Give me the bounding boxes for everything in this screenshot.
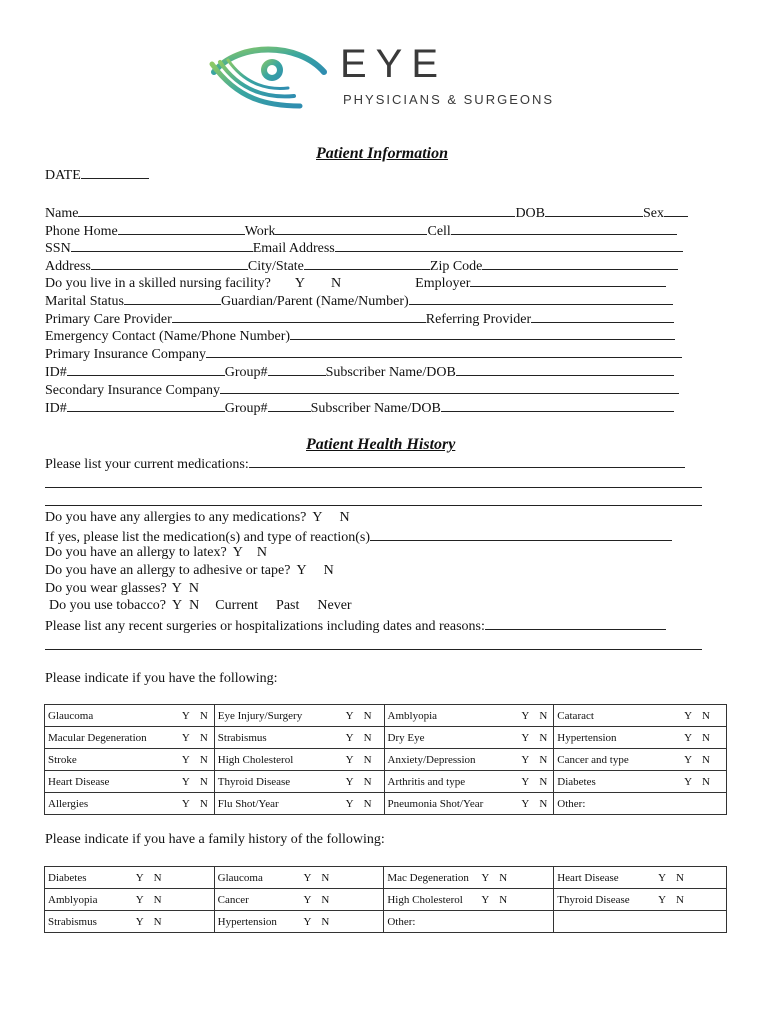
emergency-line xyxy=(45,327,675,345)
condition-yn xyxy=(684,710,710,722)
condition-cell xyxy=(214,771,384,793)
family-yn xyxy=(658,894,684,906)
no-option[interactable]: N xyxy=(199,731,208,744)
condition-label-eye-injury-surgery: Eye Injury/Surgery xyxy=(217,709,303,722)
address-line xyxy=(45,257,678,275)
family-label-heart-disease: Heart Disease xyxy=(557,871,619,884)
city-state-field[interactable] xyxy=(304,257,430,270)
condition-yn xyxy=(182,710,208,722)
no-option[interactable]: N xyxy=(499,871,508,884)
latex-yes[interactable]: Y xyxy=(232,545,243,560)
condition-cell xyxy=(45,727,215,749)
family-cell xyxy=(214,867,384,889)
condition-cell xyxy=(384,727,554,749)
referring-field[interactable] xyxy=(531,310,674,323)
reactions-field[interactable] xyxy=(370,528,672,541)
condition-cell xyxy=(384,705,554,727)
family-table xyxy=(44,866,727,933)
phone-line xyxy=(45,222,677,240)
yes-option[interactable]: Y xyxy=(181,797,190,810)
condition-cell xyxy=(554,727,727,749)
work-field[interactable] xyxy=(275,222,427,235)
no-option[interactable]: N xyxy=(676,871,684,884)
conditions-table xyxy=(44,704,727,815)
yes-option[interactable]: Y xyxy=(181,753,190,766)
condition-row xyxy=(45,793,727,815)
marital-line xyxy=(45,292,673,310)
glasses-yes[interactable]: Y xyxy=(171,581,182,596)
family-yn xyxy=(481,894,507,906)
family-label-high-cholesterol: High Cholesterol xyxy=(387,893,463,906)
family-yn xyxy=(658,872,684,884)
yes-option[interactable]: Y xyxy=(684,709,693,722)
condition-label-allergies: Allergies xyxy=(48,797,89,810)
no-option[interactable]: N xyxy=(199,797,208,810)
condition-row xyxy=(45,705,727,727)
nursing-line xyxy=(45,274,666,292)
family-row xyxy=(45,889,727,911)
family-yn xyxy=(303,872,329,884)
yes-option[interactable]: Y xyxy=(303,893,312,906)
yes-option[interactable]: Y xyxy=(303,871,312,884)
condition-label-heart-disease: Heart Disease xyxy=(48,775,110,788)
condition-yn xyxy=(182,732,208,744)
employer-label: Employer xyxy=(415,276,471,291)
reactions-label: If yes, please list the medication(s) and type of reaction(s) xyxy=(45,530,370,545)
history-title: Patient Health History xyxy=(306,436,456,453)
yes-option[interactable]: Y xyxy=(345,797,354,810)
condition-label-arthritis-and-type: Arthritis and type xyxy=(387,775,466,788)
primary-id-label: ID# xyxy=(45,365,67,380)
condition-yn xyxy=(521,776,547,788)
family-cell xyxy=(214,911,384,933)
ssn-line xyxy=(45,239,683,257)
logo xyxy=(208,40,553,110)
zip-label: Zip Code xyxy=(429,259,483,274)
secondary-ins-field[interactable] xyxy=(220,381,679,394)
logo-brand: EYE xyxy=(340,42,448,86)
yes-option[interactable]: Y xyxy=(521,731,530,744)
work-label: Work xyxy=(244,224,276,239)
no-option[interactable]: N xyxy=(363,797,372,810)
family-label-amblyopia: Amblyopia xyxy=(48,893,98,906)
condition-label-high-cholesterol: High Cholesterol xyxy=(217,753,294,766)
no-option[interactable]: N xyxy=(539,709,548,722)
condition-yn xyxy=(346,754,372,766)
condition-yn xyxy=(346,798,372,810)
allergies-meds-question: Do you have any allergies to any medications? xyxy=(45,510,307,525)
condition-cell xyxy=(45,793,215,815)
family-yn xyxy=(136,872,162,884)
condition-cell xyxy=(45,771,215,793)
condition-yn xyxy=(521,732,547,744)
tobacco-yes[interactable]: Y xyxy=(172,598,183,613)
condition-cell xyxy=(214,793,384,815)
email-label: Email Address xyxy=(252,241,335,256)
adhesive-question: Do you have an allergy to adhesive or tape? xyxy=(45,563,291,578)
family-cell xyxy=(554,911,727,933)
family-label-cancer: Cancer xyxy=(217,893,249,906)
tobacco-no[interactable]: N xyxy=(189,598,200,613)
medications-label: Please list your current medications: xyxy=(45,457,249,472)
date-line xyxy=(45,166,149,184)
emergency-label: Emergency Contact (Name/Phone Number) xyxy=(45,329,291,344)
employer-field[interactable] xyxy=(470,274,666,287)
condition-cell xyxy=(554,771,727,793)
address-label: Address xyxy=(45,259,91,274)
sex-label: Sex xyxy=(643,206,664,221)
condition-cell xyxy=(384,749,554,771)
condition-cell xyxy=(384,793,554,815)
condition-row xyxy=(45,771,727,793)
surgeries-label: Please list any recent surgeries or hospitalizations including dates and reasons: xyxy=(45,619,485,634)
condition-label-diabetes: Diabetes xyxy=(557,775,596,788)
family-label-hypertension: Hypertension xyxy=(217,915,277,928)
marital-field[interactable] xyxy=(124,292,221,305)
tobacco-current[interactable]: Current xyxy=(215,598,259,613)
condition-cell xyxy=(45,705,215,727)
allergies-meds-no[interactable]: N xyxy=(339,510,350,525)
no-option[interactable]: N xyxy=(363,731,372,744)
yes-option[interactable]: Y xyxy=(481,893,490,906)
no-option[interactable]: N xyxy=(199,775,208,788)
no-option[interactable]: N xyxy=(702,753,710,766)
yes-option[interactable]: Y xyxy=(684,753,693,766)
condition-yn xyxy=(182,776,208,788)
condition-label-flu-shot-year: Flu Shot/Year xyxy=(217,797,279,810)
referring-label: Referring Provider xyxy=(425,312,532,327)
name-field[interactable] xyxy=(78,204,515,217)
family-cell xyxy=(554,867,727,889)
family-label-diabetes: Diabetes xyxy=(48,871,87,884)
family-label-strabismus: Strabismus xyxy=(48,915,97,928)
primary-subscriber-label: Subscriber Name/DOB xyxy=(325,365,456,380)
condition-label-stroke: Stroke xyxy=(48,753,77,766)
secondary-id-field[interactable] xyxy=(67,399,225,412)
no-option[interactable]: N xyxy=(363,709,372,722)
surgeries-line xyxy=(45,617,666,635)
medications-line-3[interactable] xyxy=(45,505,702,506)
emergency-field[interactable] xyxy=(290,327,675,340)
no-option[interactable]: N xyxy=(702,731,710,744)
family-cell xyxy=(554,889,727,911)
primary-id-line xyxy=(45,363,674,381)
condition-label-strabismus: Strabismus xyxy=(217,731,267,744)
condition-yn xyxy=(521,710,547,722)
family-yn xyxy=(303,894,329,906)
date-label: DATE xyxy=(45,168,81,183)
secondary-id-line xyxy=(45,399,674,417)
sex-field[interactable] xyxy=(664,204,688,217)
yes-option[interactable]: Y xyxy=(521,753,530,766)
yes-option[interactable]: Y xyxy=(684,775,693,788)
condition-yn xyxy=(346,732,372,744)
phone-home-field[interactable] xyxy=(118,222,245,235)
date-field[interactable] xyxy=(81,166,149,179)
condition-cell xyxy=(554,705,727,727)
nursing-yes[interactable]: Y xyxy=(294,276,306,291)
tobacco-past[interactable]: Past xyxy=(276,598,300,613)
no-option[interactable]: N xyxy=(363,775,372,788)
no-option[interactable]: N xyxy=(153,893,162,906)
no-option[interactable]: N xyxy=(321,871,330,884)
eye-logo-icon xyxy=(208,40,328,110)
medications-field[interactable] xyxy=(249,455,685,468)
family-row xyxy=(45,911,727,933)
family-label-thyroid-disease: Thyroid Disease xyxy=(557,893,630,906)
condition-yn xyxy=(521,754,547,766)
family-cell xyxy=(45,889,215,911)
condition-cell xyxy=(214,705,384,727)
yes-option[interactable]: Y xyxy=(135,915,144,928)
condition-label-hypertension: Hypertension xyxy=(557,731,617,744)
yes-option[interactable]: Y xyxy=(181,709,190,722)
condition-label-pneumonia-shot-year: Pneumonia Shot/Year xyxy=(387,797,484,810)
glasses-no[interactable]: N xyxy=(188,581,199,596)
no-option[interactable]: N xyxy=(153,915,162,928)
condition-cell xyxy=(214,727,384,749)
yes-option[interactable]: Y xyxy=(181,731,190,744)
family-yn xyxy=(481,872,507,884)
no-option[interactable]: N xyxy=(676,893,684,906)
condition-label-cataract: Cataract xyxy=(557,709,594,722)
family-yn xyxy=(136,894,162,906)
no-option[interactable]: N xyxy=(363,753,372,766)
condition-cell xyxy=(214,749,384,771)
pcp-field[interactable] xyxy=(172,310,426,323)
surgeries-field[interactable] xyxy=(485,617,666,630)
name-line xyxy=(45,204,688,222)
reactions-line xyxy=(45,528,672,546)
condition-row xyxy=(45,727,727,749)
family-row xyxy=(45,867,727,889)
adhesive-no[interactable]: N xyxy=(323,563,334,578)
nursing-no[interactable]: N xyxy=(331,276,342,291)
adhesive-yes[interactable]: Y xyxy=(296,563,307,578)
condition-cell xyxy=(384,771,554,793)
glasses-line xyxy=(45,581,199,597)
family-cell xyxy=(384,867,554,889)
yes-option[interactable]: Y xyxy=(684,731,693,744)
latex-line xyxy=(45,545,267,561)
family-yn xyxy=(303,916,329,928)
adhesive-line xyxy=(45,563,334,579)
allergies-meds-line xyxy=(45,510,350,526)
yes-option[interactable]: Y xyxy=(135,893,144,906)
dob-label: DOB xyxy=(515,206,545,221)
family-cell xyxy=(45,911,215,933)
condition-yn xyxy=(684,732,710,744)
no-option[interactable]: N xyxy=(539,731,548,744)
condition-cell xyxy=(45,749,215,771)
city-state-label: City/State xyxy=(247,259,304,274)
no-option[interactable]: N xyxy=(321,915,330,928)
condition-label-thyroid-disease: Thyroid Disease xyxy=(217,775,291,788)
cell-label: Cell xyxy=(427,224,451,239)
yes-option[interactable]: Y xyxy=(521,709,530,722)
no-option[interactable]: N xyxy=(539,753,548,766)
primary-subscriber-field[interactable] xyxy=(456,363,674,376)
secondary-subscriber-field[interactable] xyxy=(441,399,674,412)
family-cell xyxy=(384,911,554,933)
family-prompt: Please indicate if you have a family history of the following: xyxy=(45,832,385,847)
family-cell xyxy=(214,889,384,911)
secondary-id-label: ID# xyxy=(45,401,67,416)
secondary-group-label: Group# xyxy=(224,401,268,416)
primary-ins-label: Primary Insurance Company xyxy=(45,347,206,362)
no-option[interactable]: N xyxy=(153,871,162,884)
condition-row xyxy=(45,749,727,771)
yes-option[interactable]: Y xyxy=(181,775,190,788)
email-field[interactable] xyxy=(335,239,683,252)
yes-option[interactable]: Y xyxy=(345,775,354,788)
condition-label-glaucoma: Glaucoma xyxy=(48,709,94,722)
marital-label: Marital Status xyxy=(45,294,124,309)
condition-yn xyxy=(684,776,710,788)
latex-question: Do you have an allergy to latex? xyxy=(45,545,227,560)
primary-group-label: Group# xyxy=(224,365,268,380)
yes-option[interactable]: Y xyxy=(658,893,667,906)
no-option[interactable]: N xyxy=(199,709,208,722)
no-option[interactable]: N xyxy=(539,797,548,810)
logo-tagline: PHYSICIANS & SURGEONS xyxy=(343,92,555,107)
pcp-line xyxy=(45,310,674,328)
glasses-question: Do you wear glasses? xyxy=(45,581,167,596)
ssn-field[interactable] xyxy=(71,239,253,252)
pcp-label: Primary Care Provider xyxy=(45,312,172,327)
name-label: Name xyxy=(45,206,79,221)
primary-ins-field[interactable] xyxy=(206,345,682,358)
secondary-ins-label: Secondary Insurance Company xyxy=(45,383,220,398)
condition-label-dry-eye: Dry Eye xyxy=(387,731,425,744)
condition-label-anxiety-depression: Anxiety/Depression xyxy=(387,753,476,766)
secondary-group-field[interactable] xyxy=(268,399,311,412)
page-title: Patient Information xyxy=(316,145,449,162)
zip-field[interactable] xyxy=(482,257,678,270)
yes-option[interactable]: Y xyxy=(303,915,312,928)
condition-yn xyxy=(346,776,372,788)
guardian-label: Guardian/Parent (Name/Number) xyxy=(220,294,409,309)
condition-yn xyxy=(182,754,208,766)
yes-option[interactable]: Y xyxy=(345,753,354,766)
condition-label-other: Other: xyxy=(557,797,586,810)
condition-cell xyxy=(554,749,727,771)
tobacco-question: Do you use tobacco? xyxy=(49,598,167,613)
family-cell xyxy=(45,867,215,889)
family-label-other: Other: xyxy=(387,915,416,928)
family-label-glaucoma: Glaucoma xyxy=(217,871,263,884)
yes-option[interactable]: Y xyxy=(481,871,490,884)
latex-no[interactable]: N xyxy=(256,545,267,560)
tobacco-never[interactable]: Never xyxy=(317,598,352,613)
medications-line-2[interactable] xyxy=(45,487,702,488)
condition-label-amblyopia: Amblyopia xyxy=(387,709,438,722)
yes-option[interactable]: Y xyxy=(521,797,530,810)
primary-ins-line xyxy=(45,345,682,363)
primary-group-field[interactable] xyxy=(268,363,326,376)
condition-yn xyxy=(182,798,208,810)
yes-option[interactable]: Y xyxy=(658,871,667,884)
ssn-label: SSN xyxy=(45,241,71,256)
secondary-subscriber-label: Subscriber Name/DOB xyxy=(310,401,441,416)
yes-option[interactable]: Y xyxy=(521,775,530,788)
address-field[interactable] xyxy=(91,257,248,270)
nursing-question: Do you live in a skilled nursing facility? xyxy=(45,276,271,291)
yes-option[interactable]: Y xyxy=(345,731,354,744)
condition-yn xyxy=(346,710,372,722)
primary-id-field[interactable] xyxy=(67,363,225,376)
medications-line xyxy=(45,455,685,473)
dob-field[interactable] xyxy=(545,204,643,217)
tobacco-line xyxy=(49,598,352,614)
conditions-prompt: Please indicate if you have the following: xyxy=(45,671,278,686)
cell-field[interactable] xyxy=(451,222,677,235)
surgeries-line-2[interactable] xyxy=(45,649,702,650)
no-option[interactable]: N xyxy=(539,775,548,788)
family-cell xyxy=(384,889,554,911)
yes-option[interactable]: Y xyxy=(135,871,144,884)
no-option[interactable]: N xyxy=(199,753,208,766)
condition-yn xyxy=(521,798,547,810)
allergies-meds-yes[interactable]: Y xyxy=(312,510,323,525)
condition-label-macular-degeneration: Macular Degeneration xyxy=(48,731,147,744)
phone-home-label: Phone Home xyxy=(45,224,118,239)
family-yn xyxy=(136,916,162,928)
condition-cell xyxy=(554,793,727,815)
no-option[interactable]: N xyxy=(499,893,508,906)
family-label-mac-degeneration: Mac Degeneration xyxy=(387,871,469,884)
no-option[interactable]: N xyxy=(702,709,710,722)
no-option[interactable]: N xyxy=(321,893,330,906)
guardian-field[interactable] xyxy=(409,292,673,305)
condition-yn xyxy=(684,754,710,766)
yes-option[interactable]: Y xyxy=(345,709,354,722)
secondary-ins-line xyxy=(45,381,679,399)
no-option[interactable]: N xyxy=(702,775,710,788)
condition-label-cancer-and-type: Cancer and type xyxy=(557,753,629,766)
